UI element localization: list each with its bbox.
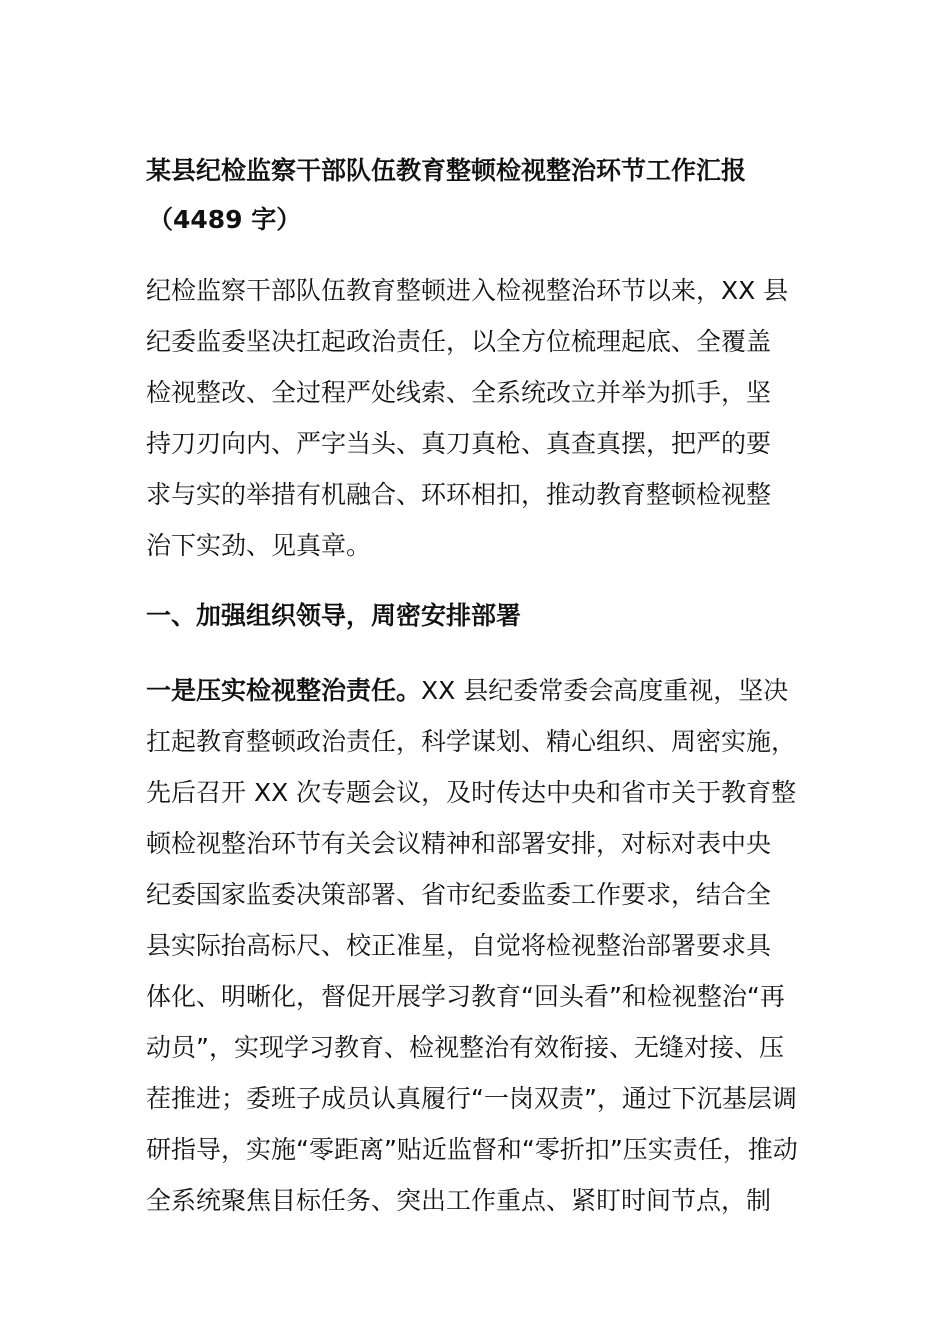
section-1-first-line xyxy=(146,665,816,716)
section-1-line: 顿检视整治环节有关会议精神和部署安排，对标对表中央 xyxy=(146,829,772,858)
intro-line: 纪委监委坚决扛起政治责任，以全方位梳理起底、全覆盖 xyxy=(146,327,772,356)
section-1-line: 先后召开 XX 次专题会议，及时传达中央和省市关于教育整 xyxy=(146,778,797,807)
intro-line: 持刀刃向内、严字当头、真刀真枪、真查真摆，把严的要 xyxy=(146,429,772,458)
section-1-line: 动员”，实现学习教育、检视整治有效衔接、无缝对接、压 xyxy=(146,1033,784,1062)
title-line-1: 某县纪检监察干部队伍教育整顿检视整治环节工作汇报 xyxy=(146,156,747,185)
intro-line: 治下实劲、见真章。 xyxy=(146,531,372,560)
section-1-paragraph xyxy=(146,665,816,1226)
section-heading-1: 一、加强组织领导，周密安排部署 xyxy=(146,601,522,630)
section-1-line: 纪委国家监委决策部署、省市纪委监委工作要求，结合全 xyxy=(146,880,772,909)
intro-paragraph xyxy=(146,265,816,571)
section-1-line: 体化、明晰化，督促开展学习教育“回头看”和检视整治“再 xyxy=(146,982,785,1011)
section-1-line: 研指导，实施“零距离”贴近监督和“零折扣”压实责任，推动 xyxy=(146,1135,798,1164)
intro-line: 纪检监察干部队伍教育整顿进入检视整治环节以来，XX 县 xyxy=(146,276,789,305)
section-1-lead: 一是压实检视整治责任。 xyxy=(146,676,422,705)
intro-line: 求与实的举措有机融合、环环相扣，推动教育整顿检视整 xyxy=(146,480,772,509)
section-1-line: 茬推进；委班子成员认真履行“一岗双责”，通过下沉基层调 xyxy=(146,1084,797,1113)
section-1-line: 县实际抬高标尺、校正准星，自觉将检视整治部署要求具 xyxy=(146,931,772,960)
document-title xyxy=(146,146,806,244)
section-1-line: 全系统聚焦目标任务、突出工作重点、紧盯时间节点，制 xyxy=(146,1186,772,1215)
section-1-line: 扛起教育整顿政治责任，科学谋划、精心组织、周密实施， xyxy=(146,727,797,756)
section-1-first-line-rest: XX 县纪委常委会高度重视，坚决 xyxy=(421,676,789,705)
title-word-count: （4489 字） xyxy=(148,205,302,234)
intro-line: 检视整改、全过程严处线索、全系统改立并举为抓手，坚 xyxy=(146,378,772,407)
